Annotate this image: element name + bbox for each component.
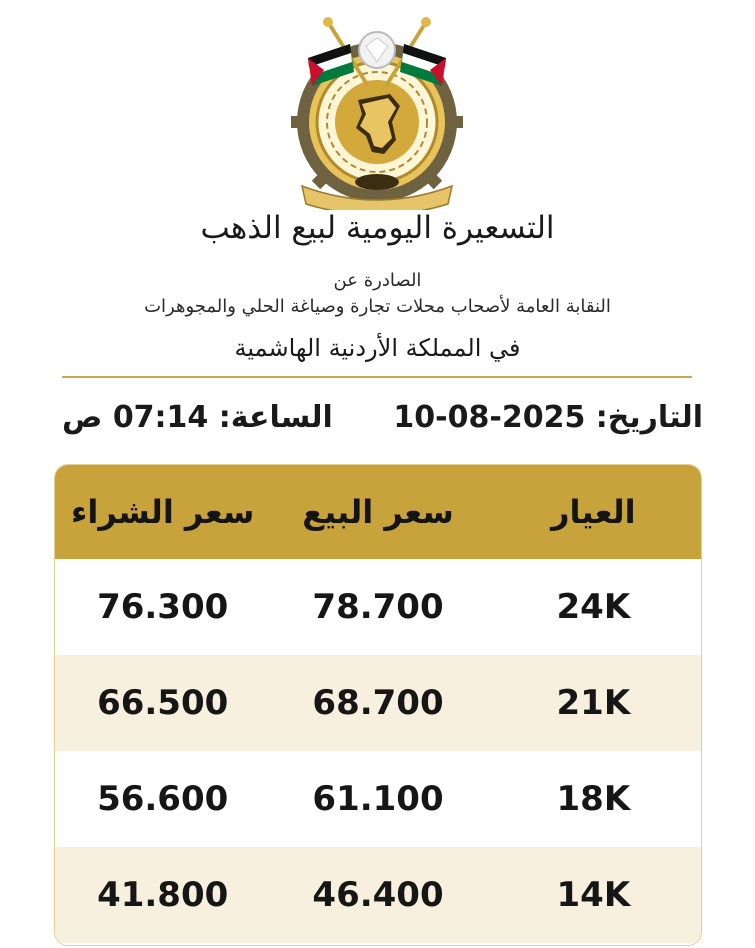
karat-cell: 18K <box>556 779 631 819</box>
buy-price-cell: 66.500 <box>97 683 229 723</box>
header-buy-price: سعر الشراء <box>71 493 255 531</box>
price-table <box>54 464 702 946</box>
page-title: التسعيرة اليومية لبيع الذهب <box>200 210 555 246</box>
divider <box>62 376 692 378</box>
buy-price-cell: 76.300 <box>97 587 229 627</box>
table-row <box>55 847 701 943</box>
karat-cell: 14K <box>556 875 631 915</box>
header-sell-price: سعر البيع <box>302 493 454 531</box>
syndicate-name: النقابة العامة لأصحاب محلات تجارة وصياغة الحلي والمجوهرات <box>144 296 611 317</box>
header-karat: العيار <box>551 493 636 531</box>
karat-cell: 21K <box>556 683 631 723</box>
sell-price-cell: 46.400 <box>312 875 444 915</box>
table-row <box>55 751 701 847</box>
date-block <box>393 400 703 435</box>
time-value: 07:14 ص <box>62 400 209 435</box>
date-value: 10-08-2025 <box>393 400 586 435</box>
buy-price-cell: 56.600 <box>97 779 229 819</box>
table-row <box>55 559 701 655</box>
date-label: التاريخ: <box>595 400 703 435</box>
time-block <box>62 400 333 435</box>
karat-cell: 24K <box>556 587 631 627</box>
table-row <box>55 655 701 751</box>
kingdom-name: في المملكة الأردنية الهاشمية <box>234 334 521 362</box>
diamond-icon <box>359 32 395 68</box>
issued-by-label: الصادرة عن <box>333 270 422 291</box>
date-time-row <box>0 400 755 444</box>
time-label: الساعة: <box>218 400 333 435</box>
table-header <box>55 465 701 559</box>
sell-price-cell: 61.100 <box>312 779 444 819</box>
sell-price-cell: 68.700 <box>312 683 444 723</box>
syndicate-logo <box>288 14 466 210</box>
buy-price-cell: 41.800 <box>97 875 229 915</box>
sell-price-cell: 78.700 <box>312 587 444 627</box>
